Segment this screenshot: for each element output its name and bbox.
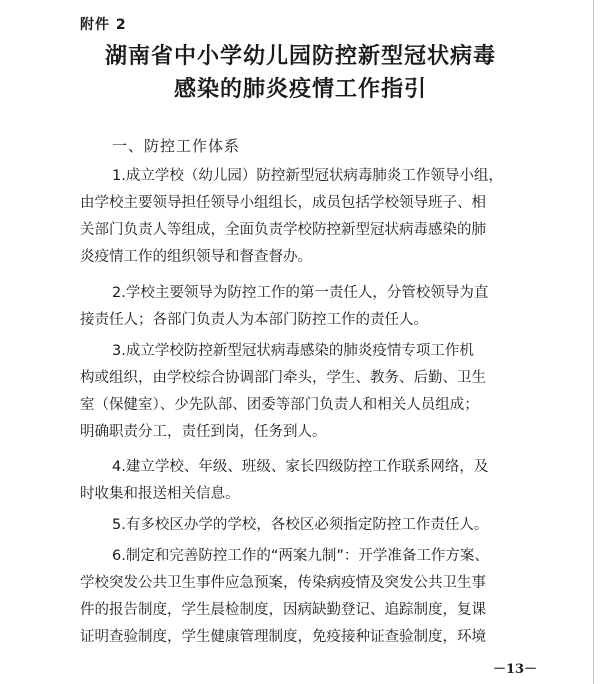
- paragraph-3-line-2: 构或组织，由学校综合协调部门牵头，学生、教务、后勤、卫生: [80, 370, 486, 386]
- paragraph-2-line-1: 2.学校主要领导为防控工作的第一责任人，分管校领导为直: [112, 285, 489, 301]
- attachment-label: 附件 2: [80, 17, 127, 33]
- page-number: －13－: [493, 662, 538, 677]
- paragraph-4-line-1: 4.建立学校、年级、班级、家长四级防控工作联系网络，及: [112, 459, 489, 475]
- paragraph-6-line-1: 6.制定和完善防控工作的“两案九制”：开学准备工作方案、: [112, 548, 489, 564]
- paragraph-6-line-4: 证明查验制度，学生健康管理制度，免疫接种证查验制度，环境: [80, 629, 486, 645]
- paragraph-1-line-3: 关部门负责人等组成，全面负责学校防控新型冠状病毒感染的肺: [80, 222, 486, 238]
- paragraph-1-line-2: 由学校主要领导担任领导小组组长，成员包括学校领导班子、相: [80, 195, 486, 211]
- paragraph-4-line-2: 时收集和报送相关信息。: [80, 486, 240, 502]
- paragraph-1-line-1: 1.成立学校（幼儿园）防控新型冠状病毒肺炎工作领导小组，: [112, 168, 503, 184]
- paragraph-3-line-4: 明确职责分工，责任到岗，任务到人。: [80, 424, 327, 440]
- section-heading: 一、防控工作体系: [112, 137, 241, 155]
- paragraph-3-line-1: 3.成立学校防控新型冠状病毒感染的肺炎疫情专项工作机: [112, 343, 474, 359]
- paragraph-6-line-3: 件的报告制度，学生晨检制度，因病缺勤登记、追踪制度，复课: [80, 602, 486, 618]
- document-title-line-1: 湖南省中小学幼儿园防控新型冠状病毒: [104, 44, 496, 69]
- paragraph-3-line-3: 室（保健室）、少先队部、团委等部门负责人和相关人员组成；: [80, 397, 479, 413]
- paragraph-5-line-1: 5.有多校区办学的学校，各校区必须指定防控工作责任人。: [112, 517, 489, 533]
- paragraph-2-line-2: 接责任人；各部门负责人为本部门防控工作的责任人。: [80, 312, 428, 328]
- paragraph-6-line-2: 学校突发公共卫生事件应急预案，传染病疫情及突发公共卫生事: [80, 575, 486, 591]
- document-title-line-2: 感染的肺炎疫情工作指引: [173, 77, 427, 102]
- paragraph-1-line-4: 炎疫情工作的组织领导和督查督办。: [80, 249, 312, 265]
